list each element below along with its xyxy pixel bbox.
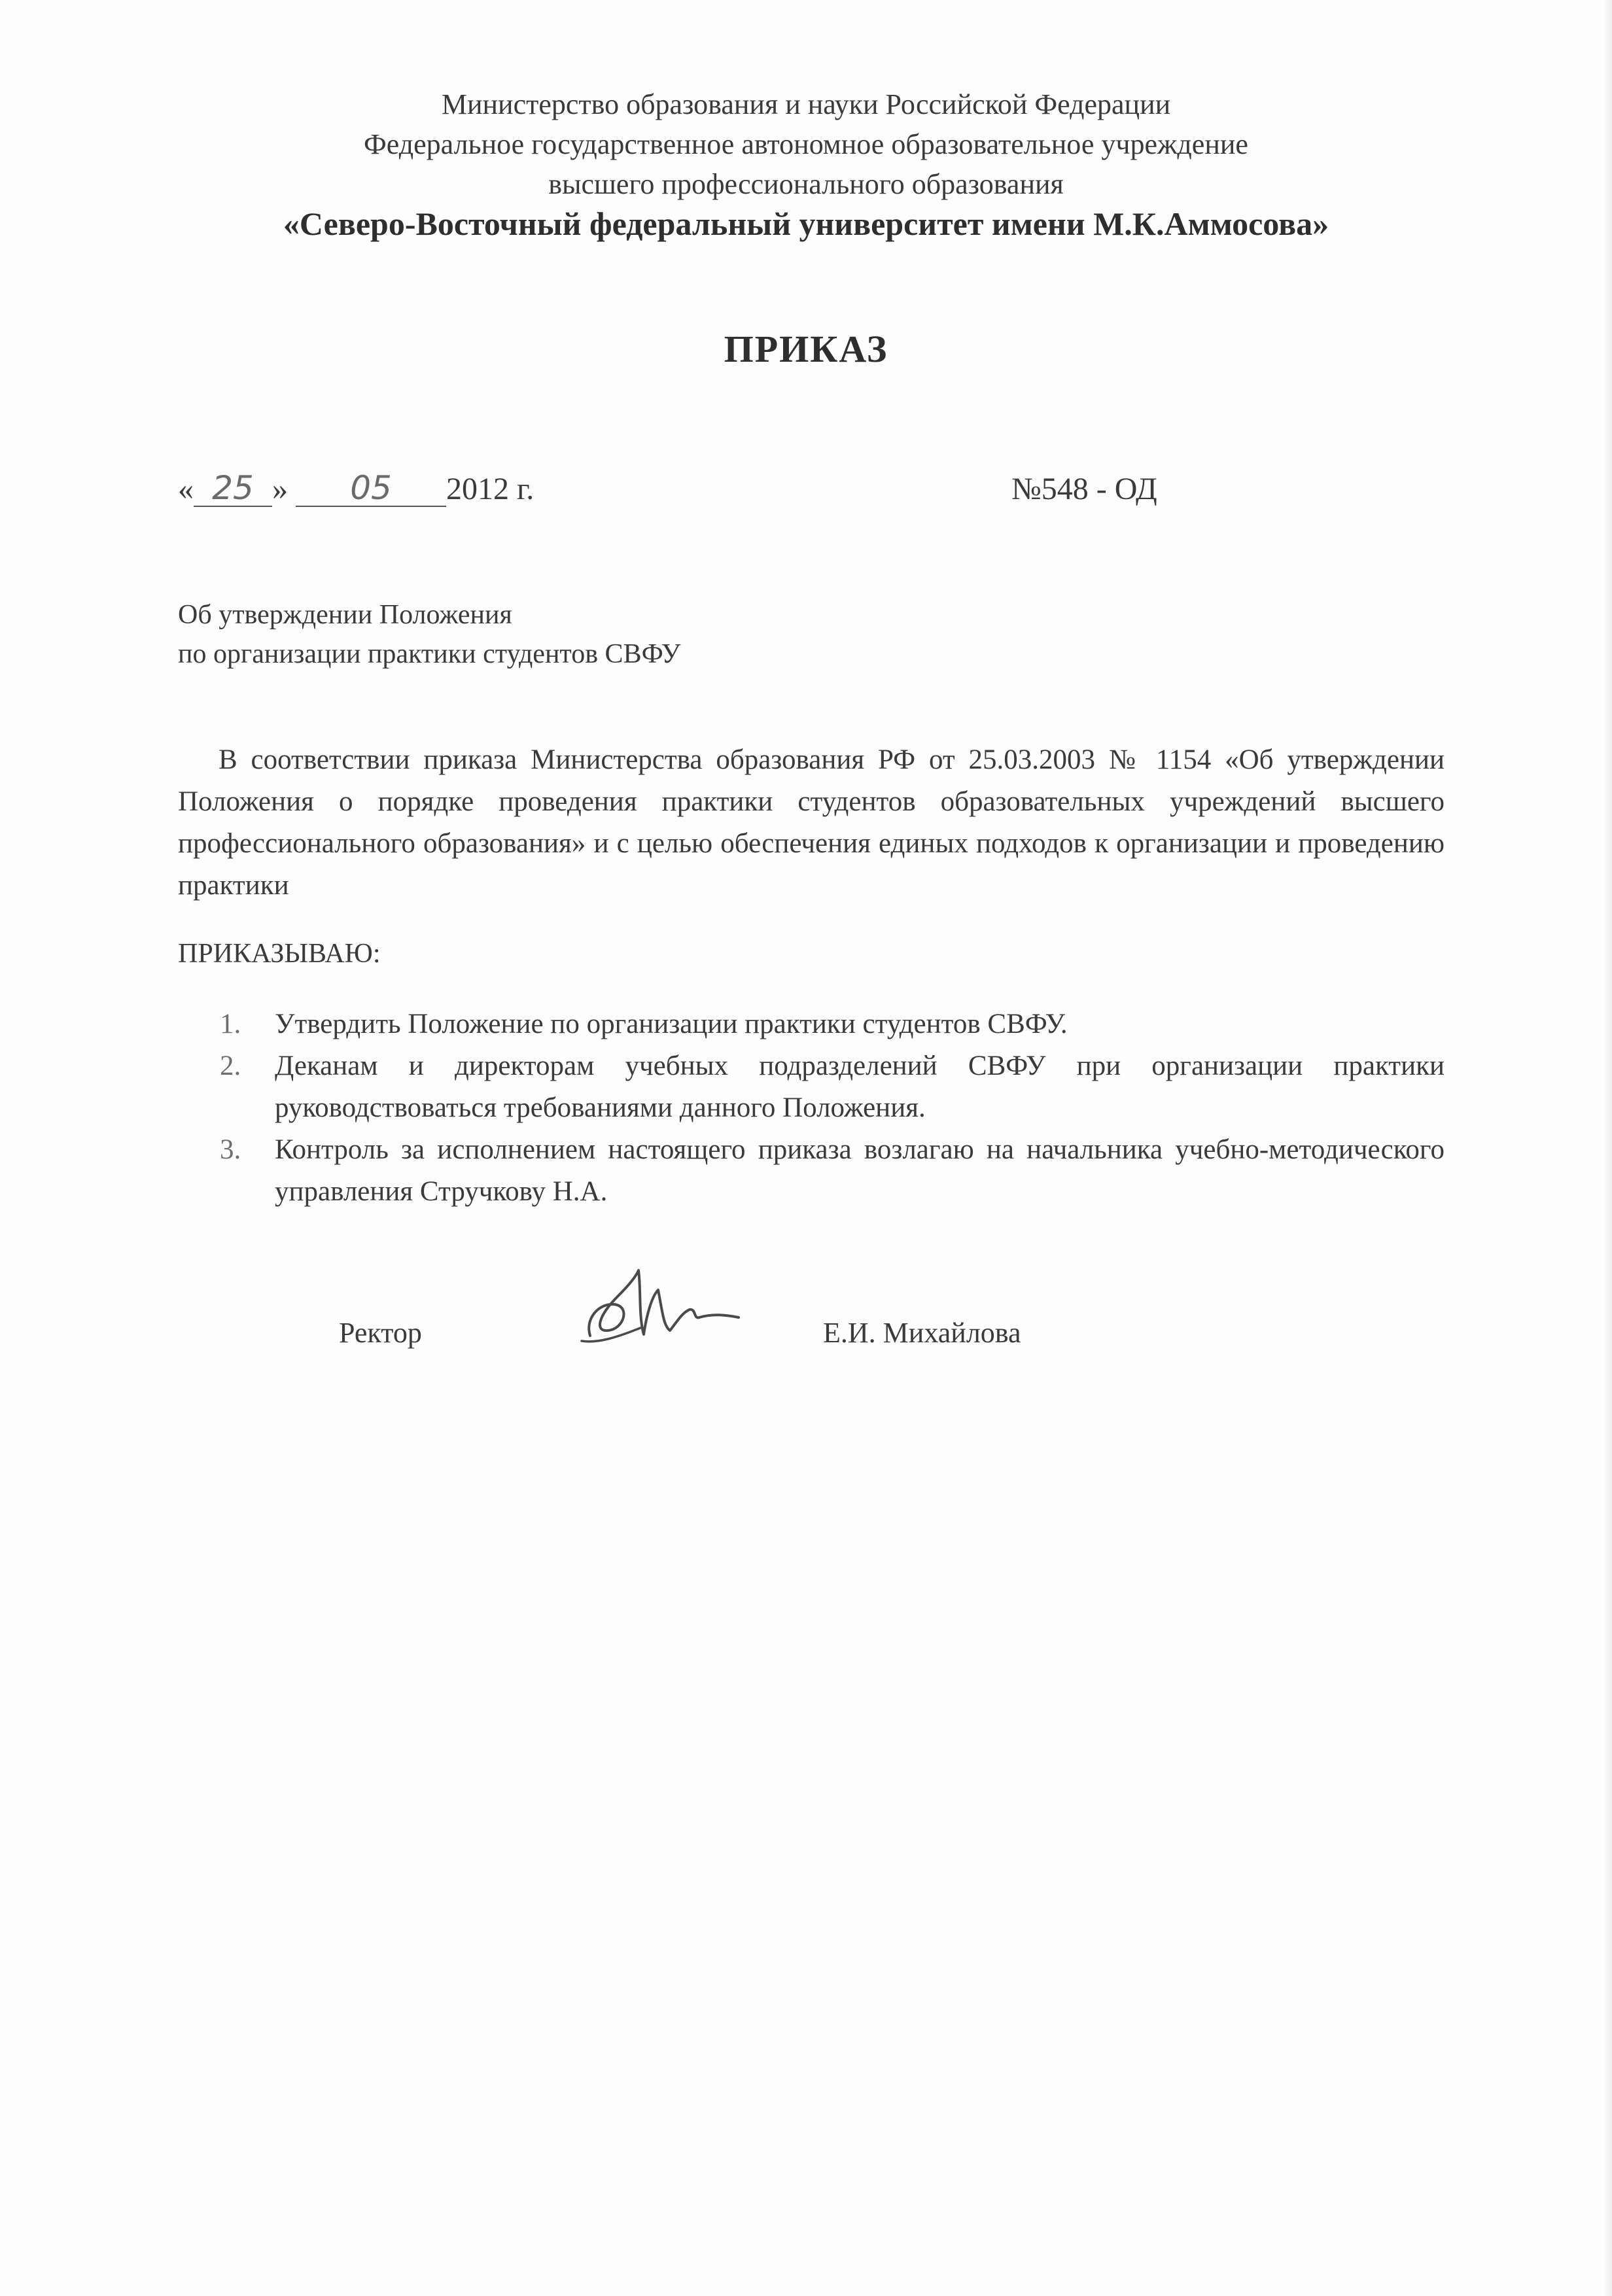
signatory-role: Ректор: [339, 1317, 422, 1349]
list-item: [178, 1129, 1445, 1213]
subject-line-2: по организации практики студентов СВФУ: [178, 639, 681, 669]
date-day-handwritten: 25: [194, 470, 272, 507]
document-title: ПРИКАЗ: [724, 328, 888, 370]
header-university-name: «Северо-Восточный федеральный университет имени М.К.Аммосова»: [283, 205, 1329, 242]
preamble-paragraph: В соответствии приказа Министерства образования РФ от 25.03.2003 № 1154 «Об утверждении Положения о порядке проведения практики студентов образовательных учреждений высшего профессионального образования» и с целью обеспечения единых подходов к организации и проведению практики: [178, 744, 1445, 901]
date-open-quote: «: [178, 472, 194, 506]
date-month-handwritten: 05: [296, 470, 446, 507]
order-subject: [178, 595, 680, 674]
list-item-number: 2.: [220, 1051, 241, 1081]
header-education-level: высшего профессионального образования: [548, 168, 1064, 200]
date-close-quote: »: [272, 472, 288, 506]
order-date: [178, 470, 534, 509]
order-items-list: [178, 1003, 1445, 1213]
order-number: [1011, 470, 1157, 509]
list-item: [178, 1003, 1445, 1045]
number-prefix: №: [1011, 472, 1042, 506]
subject-line-1: Об утверждении Положения: [178, 600, 512, 630]
header-institution-type: Федеральное государственное автономное образовательное учреждение: [364, 128, 1248, 160]
list-item-number: 3.: [220, 1134, 241, 1165]
header-ministry: Министерство образования и науки Российской Федерации: [441, 88, 1171, 120]
list-item-text: Контроль за исполнением настоящего приказа возлагаю на начальника учебно-методического управления Стручкову Н.А.: [275, 1134, 1445, 1207]
handwritten-signature: [578, 1257, 748, 1355]
list-item-number: 1.: [220, 1009, 241, 1039]
number-suffix: - ОД: [1096, 472, 1157, 506]
date-year: 2012 г.: [446, 472, 534, 506]
list-item-text: Деканам и директорам учебных подразделений СВФУ при организации практики руководствоваться требованиями данного Положения.: [275, 1051, 1445, 1123]
list-item-text: Утвердить Положение по организации практики студентов СВФУ.: [275, 1009, 1068, 1039]
signatory-name: Е.И. Михайлова: [823, 1317, 1021, 1349]
number-value-handwritten: 548: [1041, 472, 1089, 506]
list-item: [178, 1045, 1445, 1129]
order-directive-word: ПРИКАЗЫВАЮ:: [178, 939, 381, 969]
